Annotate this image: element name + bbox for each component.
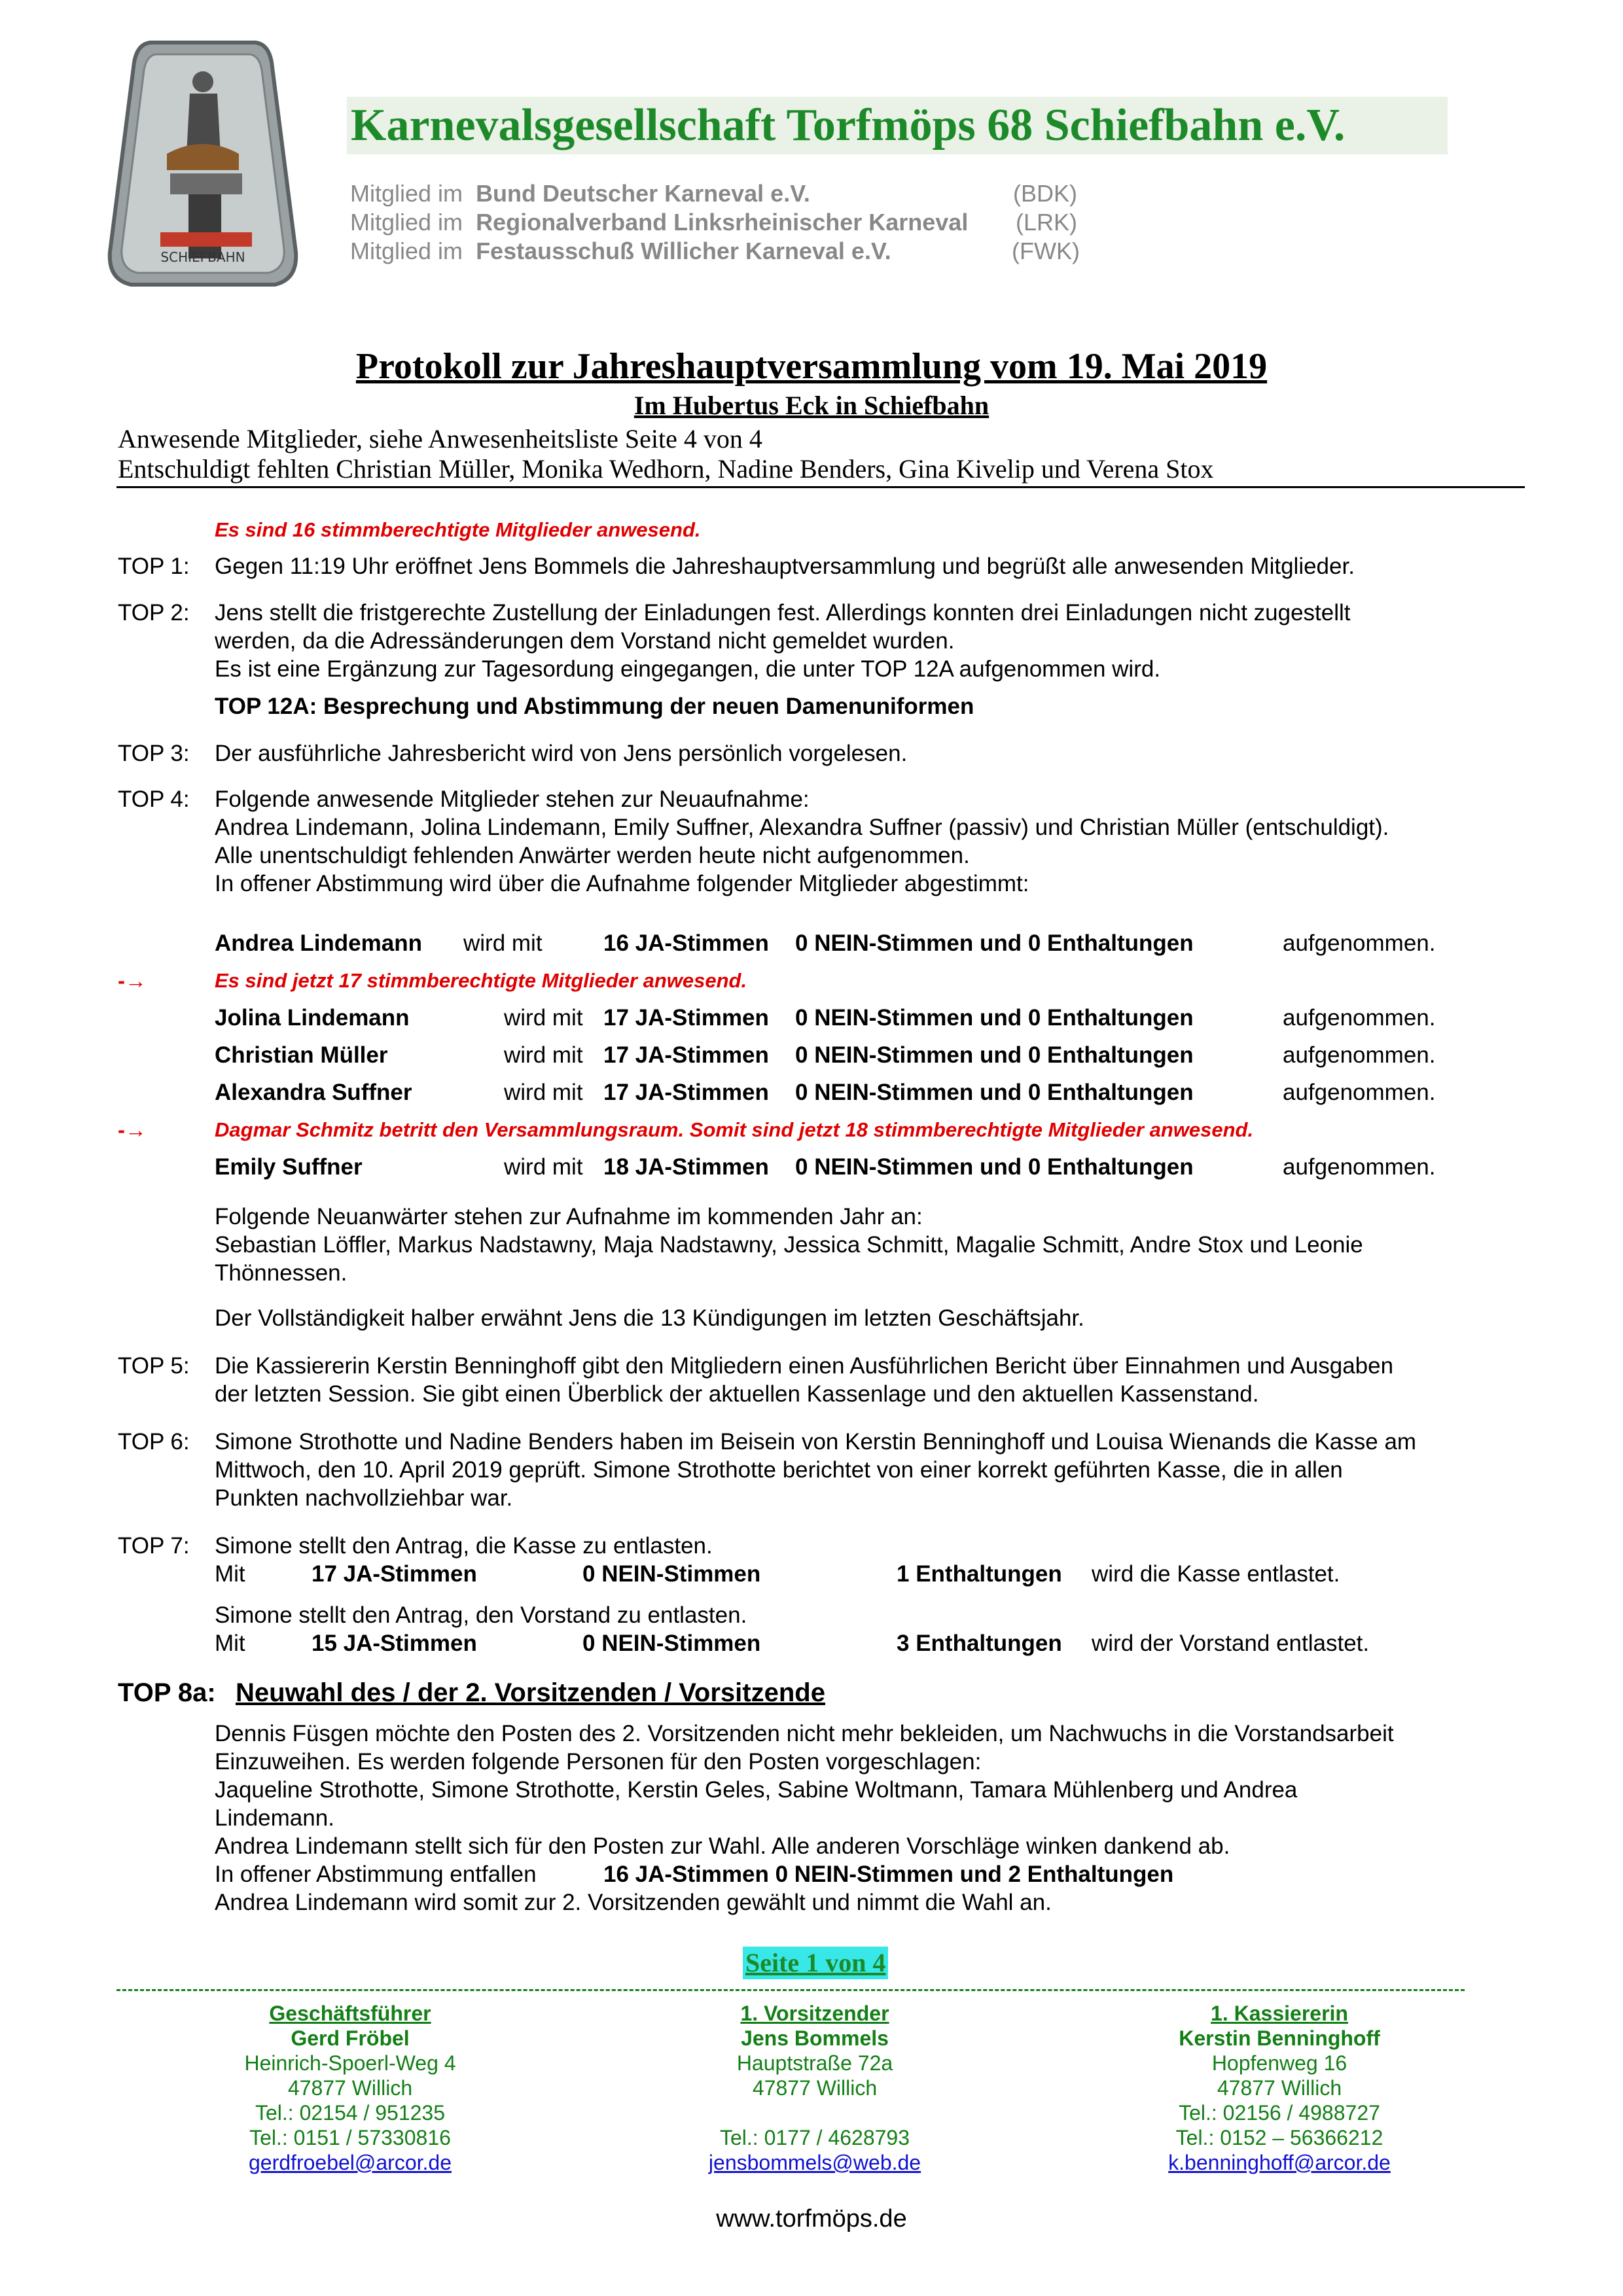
attendance-count-note: Es sind jetzt 17 stimmberechtigte Mitglieder anwesend. [215,969,747,992]
contact-phone: Tel.: 02156 / 4988727 [1179,2101,1380,2125]
top-text: In offener Abstimmung wird über die Aufnahme folgender Mitglieder abgestimmt: [215,871,1029,896]
vote-rest: 0 NEIN-Stimmen und 0 Enthaltungen [795,1154,1194,1180]
website-url[interactable]: www.torfmöps.de [716,2205,907,2233]
contact-street: Hopfenweg 16 [1211,2051,1347,2075]
contact-email-link[interactable]: k.benninghoff@arcor.de [1168,2151,1391,2174]
vote-yes: 17 JA-Stimmen [312,1561,477,1587]
contact-city: 47877 Willich [287,2076,413,2100]
top-text: Die Kassiererin Kerstin Benninghoff gibt den Mitgliedern einen Ausführlichen Bericht über Einnahmen und Ausgaben [215,1353,1394,1379]
top-text: Alle unentschuldigt fehlenden Anwärter werden heute nicht aufgenommen. [215,843,970,868]
contact-name: Gerd Fröbel [291,2026,410,2050]
organization-title: Karnevalsgesellschaft Torfmöps 68 Schiefbahn e.V. [347,97,1448,154]
vote-yes: 17 JA-Stimmen [603,1005,769,1031]
vote-rest: 0 NEIN-Stimmen und 0 Enthaltungen [795,1080,1194,1105]
contact-chairman [651,2001,978,2175]
vote-name: Christian Müller [215,1042,388,1068]
arrow-marker: -→ [118,968,147,993]
vote-rest: 0 NEIN-Stimmen und 0 Enthaltungen [795,1005,1194,1031]
top-text: Mittwoch, den 10. April 2019 geprüft. Simone Strothotte berichtet von einer korrekt geführten Kasse, die in allen [215,1457,1343,1483]
vote-yes: 16 JA-Stimmen [603,930,769,956]
top-text: Der ausführliche Jahresbericht wird von Jens persönlich vorgelesen. [215,741,908,766]
club-logo [105,36,301,291]
top-text: Thönnessen. [215,1260,348,1286]
vote-mid: wird mit [504,1154,583,1180]
section-heading: Neuwahl des / der 2. Vorsitzenden / Vorsitzende [236,1678,825,1707]
vote-summary: 16 JA-Stimmen 0 NEIN-Stimmen und 2 Enthaltungen [603,1862,1174,1887]
membership-line: Mitglied im Festausschuß Willicher Karneval e.V. [350,238,891,264]
top-text: Folgende Neuanwärter stehen zur Aufnahme im kommenden Jahr an: [215,1204,923,1229]
top-label: TOP 3: [118,741,190,766]
contact-email-link[interactable]: jensbommels@web.de [708,2151,921,2174]
svg-text:SCHIEFBAHN: SCHIEFBAHN [160,249,245,265]
vote-mid: wird mit [463,930,543,956]
contact-street: Hauptstraße 72a [736,2051,893,2075]
top-text: Der Vollständigkeit halber erwähnt Jens die 13 Kündigungen im letzten Geschäftsjahr. [215,1305,1084,1331]
vote-result: aufgenommen. [1283,1080,1436,1105]
top-text: der letzten Session. Sie gibt einen Überblick der aktuellen Kassenlage und den aktuellen Kassenstand. [215,1381,1259,1407]
top-text: Gegen 11:19 Uhr eröffnet Jens Bommels die Jahreshauptversammlung und begrüßt alle anwesenden Mitglieder. [215,554,1355,579]
vote-result: aufgenommen. [1283,1005,1436,1031]
contact-managing-director [187,2001,514,2175]
vote-yes: 17 JA-Stimmen [603,1080,769,1105]
top-text: In offener Abstimmung entfallen [215,1862,537,1887]
contact-city: 47877 Willich [752,2076,878,2100]
vote-mid: Mit [215,1631,245,1656]
arrow-marker: -→ [118,1118,147,1142]
vote-yes: 17 JA-Stimmen [603,1042,769,1068]
top-text: Einzuweihen. Es werden folgende Personen für den Posten vorgeschlagen: [215,1749,982,1775]
top-label: TOP 2: [118,600,190,626]
vote-mid: wird mit [504,1042,583,1068]
attendance-count-note: Es sind 16 stimmberechtigte Mitglieder anwesend. [215,518,701,541]
agenda-addition: TOP 12A: Besprechung und Abstimmung der neuen Damenuniformen [215,694,974,719]
top-text: Simone stellt den Antrag, den Vorstand zu entlasten. [215,1602,747,1628]
top-text: Jaqueline Strothotte, Simone Strothotte, Kerstin Geles, Sabine Woltmann, Tamara Mühlenberg und Andrea [215,1777,1298,1803]
top-text: Dennis Füsgen möchte den Posten des 2. Vorsitzenden nicht mehr bekleiden, um Nachwuchs in die Vorstandsarbeit [215,1721,1394,1746]
contact-city: 47877 Willich [1217,2076,1342,2100]
vote-rest: 0 NEIN-Stimmen und 0 Enthaltungen [795,1042,1194,1068]
page-number: Seite 1 von 4 [743,1947,888,1979]
top-label: TOP 5: [118,1353,190,1379]
top-label: TOP 8a: [118,1678,216,1707]
vote-name: Emily Suffner [215,1154,363,1180]
top-text: Es ist eine Ergänzung zur Tagesordung eingegangen, die unter TOP 12A aufgenommen wird. [215,656,1161,682]
vote-abstain: 3 Enthaltungen [897,1631,1062,1656]
contact-mobile: Tel.: 0177 / 4628793 [719,2126,910,2149]
vote-mid: wird mit [504,1005,583,1031]
document-title: Protokoll zur Jahreshauptversammlung vom 19. Mai 2019 [355,346,1268,387]
contact-street: Heinrich-Spoerl-Weg 4 [244,2051,456,2075]
top-text: Andrea Lindemann wird somit zur 2. Vorsitzenden gewählt und nimmt die Wahl an. [215,1890,1052,1915]
contact-email-link[interactable]: gerdfroebel@arcor.de [249,2151,452,2174]
membership-abbr: (FWK) [1012,238,1080,264]
top-text: Punkten nachvollziehbar war. [215,1485,513,1511]
attendance-note: Anwesende Mitglieder, siehe Anwesenheitsliste Seite 4 von 4 [118,424,762,453]
title-divider [116,486,1525,488]
top-text: Sebastian Löffler, Markus Nadstawny, Maja Nadstawny, Jessica Schmitt, Magalie Schmitt, Andre Stox und Leonie [215,1232,1363,1258]
contact-phone: Tel.: 02154 / 951235 [255,2101,445,2125]
membership-line: Mitglied im Bund Deutscher Karneval e.V. [350,180,810,207]
vote-no: 0 NEIN-Stimmen [582,1561,761,1587]
contact-name: Jens Bommels [741,2026,889,2050]
top-text: Jens stellt die fristgerechte Zustellung der Einladungen fest. Allerdings konnten drei Einladungen nicht zugestellt [215,600,1351,626]
contact-role: Geschäftsführer [269,2002,431,2025]
top-text: werden, da die Adressänderungen dem Vorstand nicht gemeldet wurden. [215,628,955,654]
top-text: Folgende anwesende Mitglieder stehen zur Neuaufnahme: [215,786,810,812]
vote-result: aufgenommen. [1283,930,1436,956]
vote-name: Andrea Lindemann [215,930,422,956]
vote-result: aufgenommen. [1283,1042,1436,1068]
contact-phone [651,2100,978,2125]
vote-mid: wird mit [504,1080,583,1105]
top-text: Simone stellt den Antrag, die Kasse zu entlasten. [215,1533,713,1559]
top-label: TOP 4: [118,786,190,812]
contact-role: 1. Vorsitzender [740,2002,889,2025]
vote-result: aufgenommen. [1283,1154,1436,1180]
contact-mobile: Tel.: 0151 / 57330816 [249,2126,451,2149]
vote-result: wird der Vorstand entlastet. [1092,1631,1370,1656]
vote-no: 0 NEIN-Stimmen [582,1631,761,1656]
vote-result: wird die Kasse entlastet. [1092,1561,1340,1587]
contact-treasurer [1116,2001,1443,2175]
excused-note: Entschuldigt fehlten Christian Müller, Monika Wedhorn, Nadine Benders, Gina Kivelip und Verena Stox [118,454,1214,484]
top-label: TOP 6: [118,1429,190,1455]
footer-divider [116,1989,1465,1991]
vote-name: Alexandra Suffner [215,1080,412,1105]
membership-abbr: (LRK) [1016,209,1078,236]
top-text: Andrea Lindemann stellt sich für den Posten zur Wahl. Alle anderen Vorschläge winken dankend ab. [215,1833,1230,1859]
vote-name: Jolina Lindemann [215,1005,410,1031]
vote-mid: Mit [215,1561,245,1587]
top-text: Lindemann. [215,1805,334,1831]
vote-yes: 15 JA-Stimmen [312,1631,477,1656]
membership-abbr: (BDK) [1013,180,1077,207]
vote-yes: 18 JA-Stimmen [603,1154,769,1180]
top-label: TOP 1: [118,554,190,579]
top-label: TOP 7: [118,1533,190,1559]
document-subtitle: Im Hubertus Eck in Schiefbahn [633,391,990,420]
top-text: Simone Strothotte und Nadine Benders haben im Beisein von Kerstin Benninghoff und Louisa Wienands die Kasse am [215,1429,1417,1455]
vote-rest: 0 NEIN-Stimmen und 0 Enthaltungen [795,930,1194,956]
contact-name: Kerstin Benninghoff [1179,2026,1380,2050]
membership-line: Mitglied im Regionalverband Linksrheinischer Karneval [350,209,969,236]
vote-abstain: 1 Enthaltungen [897,1561,1062,1587]
contact-mobile: Tel.: 0152 – 56366212 [1175,2126,1383,2149]
top-text: Andrea Lindemann, Jolina Lindemann, Emily Suffner, Alexandra Suffner (passiv) und Christian Müller (entschuldigt). [215,815,1389,840]
attendance-count-note: Dagmar Schmitz betritt den Versammlungsraum. Somit sind jetzt 18 stimmberechtigte Mitglieder anwesend. [215,1118,1254,1141]
contact-role: 1. Kassiererin [1211,2002,1348,2025]
